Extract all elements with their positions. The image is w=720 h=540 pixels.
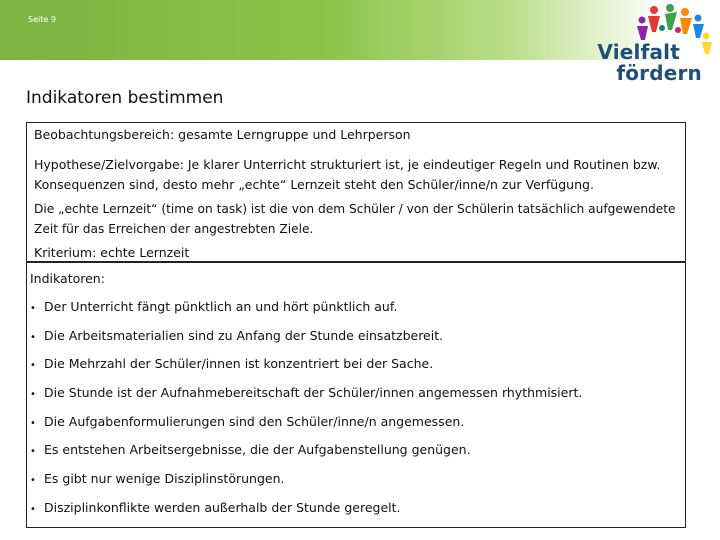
indicator-text: Es gibt nur wenige Disziplinstörungen. <box>44 471 285 487</box>
indicator-text: Es entstehen Arbeitsergebnisse, die der Aufgabenstellung genügen. <box>44 442 471 458</box>
bullet-icon: • <box>30 446 36 458</box>
indicator-text: Die Stunde ist der Aufnahmebereitschaft der Schüler/innen angemessen rhythmisiert. <box>44 385 583 401</box>
indicator-text: Disziplinkonflikte werden außerhalb der Stunde geregelt. <box>44 499 401 515</box>
logo-text-line2: fördern <box>616 61 702 85</box>
bullet-icon: • <box>30 360 36 372</box>
observation-area-text: Beobachtungsbereich: gesamte Lerngruppe und Lehrperson <box>34 127 411 142</box>
indicator-text: Der Unterricht fängt pünktlich an und hört pünktlich auf. <box>44 299 398 314</box>
indicators-box <box>26 262 686 528</box>
indicator-text: Die Aufgabenformulierungen sind den Schüler/inne/n angemessen. <box>44 413 465 429</box>
list-item <box>27 500 682 529</box>
list-item <box>27 328 682 357</box>
bullet-icon: • <box>30 475 36 487</box>
indicator-text: Die Mehrzahl der Schüler/innen ist konzentriert bei der Sache. <box>44 356 434 372</box>
list-item <box>27 471 682 500</box>
bullet-icon: • <box>30 503 36 515</box>
list-item <box>27 299 682 328</box>
bullet-icon: • <box>30 331 36 343</box>
indicators-heading: Indikatoren: <box>30 271 105 286</box>
bullet-icon: • <box>30 303 36 314</box>
indicator-list <box>27 299 682 529</box>
bullet-icon: • <box>30 417 36 429</box>
vielfalt-foerdern-logo <box>570 0 720 90</box>
list-item <box>27 442 682 471</box>
criterion-text: Kriterium: echte Lernzeit <box>34 245 190 260</box>
bullet-icon: • <box>30 389 36 401</box>
page-number: Seite 9 <box>28 15 56 24</box>
indicator-text: Die Arbeitsmaterialien sind zu Anfang der Stunde einsatzbereit. <box>44 327 444 343</box>
context-box <box>26 122 686 262</box>
definition-text: Die „echte Lernzeit“ (time on task) ist die von dem Schüler / von der Schülerin tatsächlich aufgewendete Zeit für das Erreichen der angestrebten Ziele. <box>34 202 676 236</box>
list-item <box>27 356 682 385</box>
list-item <box>27 385 682 414</box>
hypothesis-text: Hypothese/Zielvorgabe: Je klarer Unterricht strukturiert ist, je eindeutiger Regeln und Routinen bzw. Konsequenzen sind, desto mehr „echte“ Lernzeit steht den Schüler/inne/n zur Verfügung. <box>34 157 661 192</box>
page-title: Indikatoren bestimmen <box>26 88 224 108</box>
list-item <box>27 414 682 443</box>
logo-text-line1: Vielfalt <box>597 40 680 64</box>
